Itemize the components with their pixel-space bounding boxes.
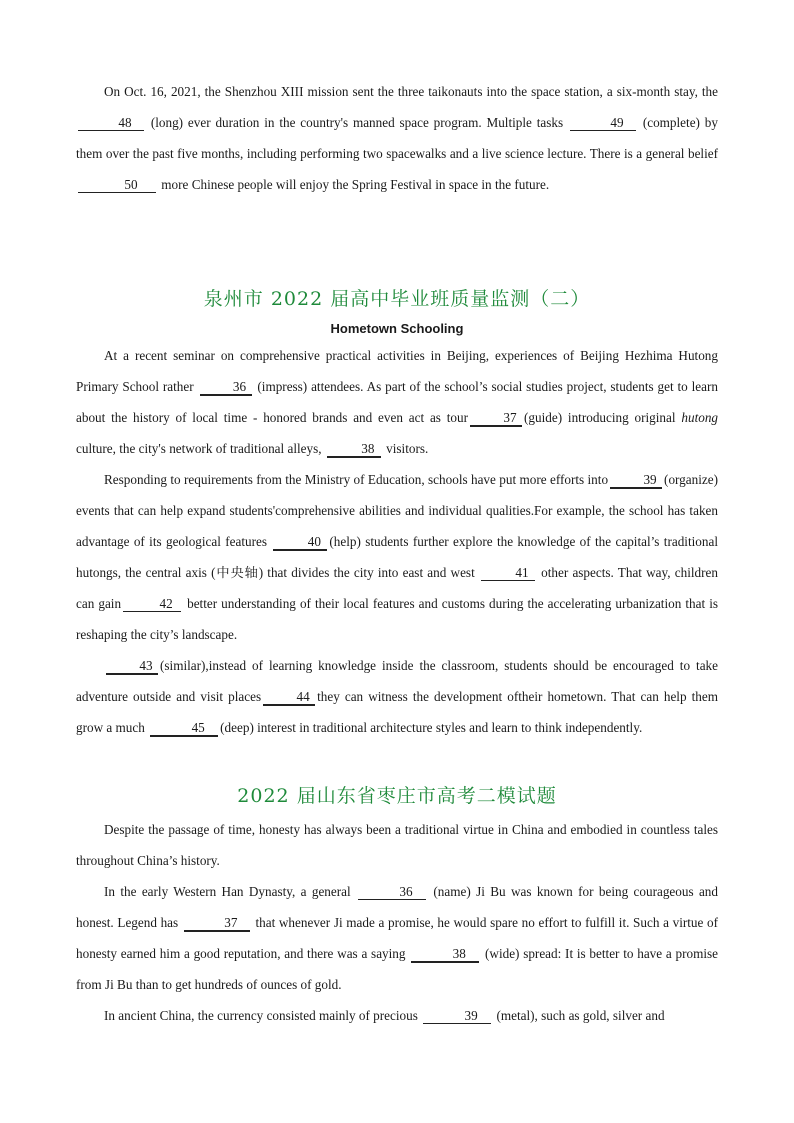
text-italic: hutong [681, 410, 719, 425]
blank-45[interactable]: 45 [150, 721, 218, 737]
blank-42[interactable]: 42 [123, 597, 181, 612]
blank-38[interactable]: 38 [411, 947, 479, 963]
text: (metal), such as gold, silver and [493, 1008, 665, 1023]
text: (wide) spread: It is better to have a promise from Ji Bu than to get hundreds of ounces of gold. [76, 946, 718, 992]
text: more Chinese people will enjoy the Spring Festival in space in the future. [158, 177, 550, 192]
text: (deep) interest in traditional architecture styles and learn to think independently. [220, 720, 643, 735]
text: better understanding of their local features and customs during the accelerating urbanization that is reshaping the city’s landscape. [76, 596, 718, 642]
blank-50[interactable]: 50 [78, 178, 156, 193]
text: (impress) attendees. As part of the school’s social studies project, students get to learn about the history of local time - honored brands and even act as tour [76, 379, 718, 425]
blank-44[interactable]: 44 [263, 690, 315, 706]
passage-shenzhou [76, 76, 718, 200]
section-heading-zaozhuang: 2022 届山东省枣庄市高考二模试题 [237, 785, 557, 807]
text: (similar),instead of learning knowledge inside the classroom, students should be encouraged to take adventure outside and visit places [76, 658, 718, 704]
text: In ancient China, the currency consisted mainly of precious [104, 1008, 422, 1023]
text: At a recent seminar on comprehensive practical activities in Beijing, experiences of Beijing Hezhima Hutong Primary School rather [76, 348, 718, 394]
paragraph [76, 464, 718, 650]
text: culture, the city's network of traditional alleys, [76, 441, 325, 456]
blank-36[interactable]: 36 [358, 885, 426, 900]
text: (organize) events that can help expand students'comprehensive abilities and individual qualities.For example, the school has taken advantage of its geological features [76, 472, 718, 549]
blank-39[interactable]: 39 [610, 473, 662, 489]
text: (help) students further explore the knowledge of the capital’s traditional hutongs, the central axis (中央轴) that divides the city into east and west [76, 534, 718, 580]
blank-36[interactable]: 36 [200, 380, 252, 396]
blank-38[interactable]: 38 [327, 442, 381, 458]
text: On Oct. 16, 2021, the Shenzhou XIII mission sent the three taikonauts into the space station, a six-month stay, the [104, 84, 718, 99]
paragraph [76, 340, 718, 464]
paragraph [76, 814, 718, 876]
text: they can witness the development oftheir hometown. That can help them grow a much [76, 689, 718, 735]
blank-48[interactable]: 48 [78, 116, 144, 131]
blank-37[interactable]: 37 [470, 411, 522, 427]
text: (long) ever duration in the country's manned space program. Multiple tasks [146, 115, 568, 130]
blank-49[interactable]: 49 [570, 116, 636, 131]
blank-37[interactable]: 37 [184, 916, 250, 932]
text: that whenever Ji made a promise, he would spare no effort to fulfill it. Such a virtue of honesty earned him a good reputation, and there was a saying [76, 915, 718, 961]
text: In the early Western Han Dynasty, a general [104, 884, 357, 899]
document-page [76, 0, 718, 1031]
blank-43[interactable]: 43 [106, 659, 158, 675]
text: (complete) by them over the past five months, including performing two spacewalks and a live science lecture. There is a general belief [76, 115, 718, 161]
section-heading-quanzhou: 泉州市 2022 届高中毕业班质量监测（二） [203, 288, 591, 310]
blank-39[interactable]: 39 [423, 1009, 491, 1024]
paragraph [76, 650, 718, 743]
text: visitors. [382, 441, 429, 456]
blank-41[interactable]: 41 [481, 566, 535, 581]
paragraph [76, 876, 718, 1000]
text: (name) Ji Bu was known for being courageous and honest. Legend has [76, 884, 718, 930]
blank-40[interactable]: 40 [273, 535, 327, 551]
text: Despite the passage of time, honesty has always been a traditional virtue in China and embodied in countless tales throughout China’s history. [76, 822, 718, 868]
text: (guide) introducing original [524, 410, 682, 425]
text: other aspects. That way, children can gain [76, 565, 718, 611]
text: Responding to requirements from the Ministry of Education, schools have put more efforts into [104, 472, 609, 487]
paragraph [76, 1000, 718, 1031]
passage-title: Hometown Schooling [330, 321, 464, 336]
